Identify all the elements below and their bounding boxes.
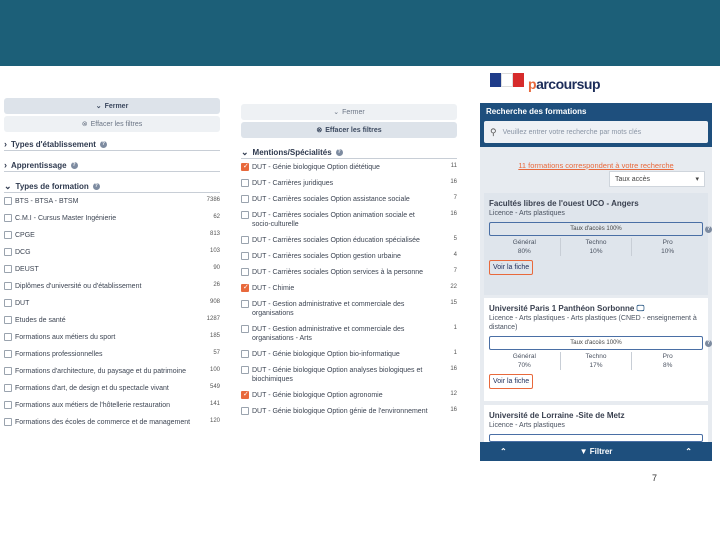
bottom-toolbar — [480, 442, 712, 461]
filter-option-label: Formations d'art, de design et du spectacle vivant — [15, 385, 169, 392]
access-rate-bar — [489, 434, 703, 442]
result-card[interactable]: Facultés libres de l'ouest UCO - Angers Licence - Arts plastiques Taux d'accès 100% ? Général 80% Techno 10% Pro 10% Voir la fiche — [484, 193, 708, 295]
checkbox[interactable] — [4, 197, 12, 205]
checkbox[interactable] — [241, 163, 249, 171]
filter-option-label: DUT - Carrières sociales Option éducation spécialisée — [252, 237, 420, 244]
checkbox[interactable] — [241, 195, 249, 203]
filter-option[interactable] — [4, 197, 220, 206]
filter-option-label: DUT - Carrières sociales Option gestion urbaine — [252, 253, 401, 260]
filter-option[interactable] — [241, 252, 457, 261]
filter-option[interactable] — [241, 211, 457, 229]
filter-option-count: 11 — [450, 163, 457, 169]
filter-option-label: DUT - Génie biologique Option analyses biologiques et biochimiques — [252, 367, 423, 383]
rate-pro: Pro 10% — [661, 239, 675, 255]
filter-option-count: 22 — [450, 284, 457, 290]
checkbox[interactable] — [4, 367, 12, 375]
filter-option-count: 813 — [209, 231, 220, 237]
search-results-panel — [480, 103, 712, 461]
filter-option-count: 100 — [209, 367, 220, 373]
checkbox[interactable] — [4, 384, 12, 392]
filter-option-count: 141 — [209, 401, 220, 407]
checkbox[interactable] — [241, 284, 249, 292]
chevron-right-icon: › — [4, 160, 7, 170]
filter-option-label: Formations des écoles de commerce et de management — [15, 419, 191, 426]
checkbox[interactable] — [241, 391, 249, 399]
filter-option-count: 103 — [209, 248, 220, 254]
clear-filters-button[interactable]: ⊗ Effacer les filtres — [4, 116, 220, 132]
filter-option-label: DUT - Gestion administrative et commerciale des organisations - Arts — [252, 326, 405, 342]
help-icon[interactable]: ? — [706, 226, 711, 232]
filter-option-count: 120 — [209, 418, 220, 424]
checkbox[interactable] — [241, 179, 249, 187]
filter-option-label: DUT - Génie biologique Option diététique — [252, 164, 380, 171]
sort-select[interactable]: Taux accès ▾ — [609, 171, 705, 187]
filter-option-count: 16 — [450, 407, 457, 413]
filter-option-count: 7 — [453, 268, 457, 274]
clear-icon: ⊗ — [316, 127, 323, 134]
filter-option-label: DUT - Génie biologique Option génie de l'environnement — [252, 408, 428, 415]
checkbox[interactable] — [4, 401, 12, 409]
checkbox[interactable] — [4, 282, 12, 290]
filter-option-label: DUT - Carrières sociales Option assistance sociale — [252, 196, 410, 203]
filter-option-count: 15 — [450, 300, 457, 306]
filter-option[interactable] — [4, 333, 220, 342]
close-filters-button[interactable]: ⌄ Fermer — [4, 98, 220, 114]
filter-option[interactable] — [241, 350, 457, 359]
checkbox[interactable] — [4, 231, 12, 239]
checkbox[interactable] — [241, 211, 249, 219]
section-mentions[interactable]: ⌄ Mentions/Spécialités ? — [241, 146, 457, 159]
checkbox[interactable] — [241, 350, 249, 358]
filter-option-label: DEUST — [15, 266, 39, 273]
filter-option[interactable] — [4, 401, 220, 410]
filter-option-label: DUT - Carrières sociales Option animation sociale et socio-culturelle — [252, 212, 415, 228]
checkbox[interactable] — [241, 300, 249, 308]
chevron-down-icon: ⌄ — [241, 146, 249, 157]
page-number: 7 — [652, 473, 658, 483]
computer-icon: 🖵 — [636, 304, 645, 313]
checkbox[interactable] — [241, 325, 249, 333]
filter-option[interactable] — [4, 418, 220, 427]
section-types-formation[interactable]: ⌄ Types de formation ? — [4, 180, 220, 193]
filter-button[interactable]: ▼ Filtrer — [579, 447, 613, 456]
filter-option-count: 16 — [450, 366, 457, 372]
filter-option-count: 16 — [450, 211, 457, 217]
filter-option[interactable] — [241, 325, 457, 343]
section-etablissement[interactable]: › Types d'établissement ? — [4, 138, 220, 151]
filter-option-label: DUT - Génie biologique Option agronomie — [252, 392, 383, 399]
filter-option-label: DUT - Carrières sociales Option services à la personne — [252, 269, 424, 276]
filter-option[interactable] — [241, 179, 457, 188]
filter-option-count: 57 — [213, 350, 220, 356]
result-card[interactable]: Université de Lorraine -Site de Metz Licence - Arts plastiques — [484, 405, 708, 461]
checkbox[interactable] — [241, 268, 249, 276]
filter-option-count: 1 — [453, 350, 457, 356]
top-banner — [0, 0, 720, 66]
access-rate-bar: Taux d'accès 100% ? — [489, 336, 703, 350]
search-input[interactable]: ⚲ Veuillez entrer votre recherche par mots clés — [484, 121, 708, 143]
checkbox[interactable] — [4, 418, 12, 426]
filter-option-count: 26 — [213, 282, 220, 288]
rate-techno: Techno 10% — [561, 238, 633, 256]
filter-option-count: 1 — [453, 325, 457, 331]
filter-option-label: Formations d'architecture, du paysage et du patrimoine — [15, 368, 186, 375]
filter-option[interactable] — [4, 231, 220, 240]
filter-option-count: 90 — [213, 265, 220, 271]
section-apprentissage[interactable]: › Apprentissage ? — [4, 159, 220, 172]
rate-pro: Pro 8% — [662, 353, 673, 369]
chevron-right-icon: › — [4, 139, 7, 149]
help-icon[interactable]: ? — [706, 340, 711, 346]
filter-option-count: 185 — [209, 333, 220, 339]
filter-option-label: CPGE — [15, 232, 35, 239]
access-rate-bar: Taux d'accès 100% ? — [489, 222, 703, 236]
filter-option[interactable] — [4, 248, 220, 257]
filter-option[interactable] — [241, 300, 457, 318]
chevron-up-icon[interactable]: ⌃ — [685, 447, 692, 456]
rate-general: Général 70% — [489, 352, 561, 370]
help-icon[interactable]: ? — [337, 148, 341, 155]
rate-techno: Techno 17% — [561, 352, 633, 370]
checkbox[interactable] — [4, 248, 12, 256]
filter-option-count: 7386 — [206, 197, 220, 203]
filter-option[interactable] — [241, 391, 457, 400]
search-header: Recherche des formations — [480, 103, 712, 120]
filter-option-label: DUT - Gestion administrative et commerciale des organisations — [252, 301, 405, 317]
filter-option[interactable] — [4, 316, 220, 325]
checkbox[interactable] — [4, 350, 12, 358]
search-icon: ⚲ — [490, 126, 497, 137]
filter-option-label: DUT - Carrières juridiques — [252, 180, 334, 187]
results-count-link[interactable]: 11 formations correspondent à votre recherche — [518, 161, 674, 170]
filter-option[interactable] — [4, 384, 220, 393]
filter-option-label: Formations aux métiers du sport — [15, 334, 116, 341]
filters-panel-mentions — [241, 102, 457, 416]
filter-option[interactable] — [4, 350, 220, 359]
filter-option-count: 7 — [453, 195, 457, 201]
help-icon[interactable]: ? — [72, 161, 76, 168]
checkbox[interactable] — [4, 265, 12, 273]
filter-option-label: C.M.I - Cursus Master Ingénierie — [15, 215, 117, 222]
filter-option-count: 5 — [453, 236, 457, 242]
checkbox[interactable] — [241, 252, 249, 260]
filter-option[interactable] — [241, 163, 457, 172]
view-details-button[interactable]: Voir la fiche — [489, 260, 533, 275]
result-card[interactable]: Université Paris 1 Panthéon Sorbonne 🖵 Licence - Arts plastiques - Arts plastiques (CNED - enseignement à distance) Taux d'accès 100% ? Général 70% Techno 17% Pro 8% Voir la fiche — [484, 298, 708, 401]
chevron-down-icon: ▾ — [695, 176, 699, 183]
filter-option[interactable] — [241, 366, 457, 384]
checkbox[interactable] — [241, 236, 249, 244]
rate-general: Général 80% — [489, 238, 561, 256]
filter-option[interactable] — [4, 214, 220, 223]
view-details-button[interactable]: Voir la fiche — [489, 374, 533, 389]
filter-option[interactable] — [241, 268, 457, 277]
filter-option-count: 62 — [213, 214, 220, 220]
filter-option-label: Formations aux métiers de l'hôtellerie restauration — [15, 402, 171, 409]
filter-icon: ▼ — [579, 447, 588, 456]
filter-option[interactable] — [241, 195, 457, 204]
filter-option-label: DUT — [15, 300, 30, 307]
filter-option[interactable] — [241, 236, 457, 245]
chevron-up-icon[interactable]: ⌃ — [500, 447, 507, 456]
filter-option[interactable] — [241, 407, 457, 416]
filter-option-label: DUT - Chimie — [252, 285, 295, 292]
filter-option[interactable] — [4, 367, 220, 376]
filter-option-label: Formations professionnelles — [15, 351, 103, 358]
filter-option[interactable] — [241, 284, 457, 293]
filter-option-label: DUT - Génie biologique Option bio-informatique — [252, 351, 400, 358]
checkbox[interactable] — [241, 407, 249, 415]
filter-option-label: Etudes de santé — [15, 317, 66, 324]
filters-panel-formation-types — [4, 98, 220, 427]
chevron-down-icon: ⌄ — [4, 180, 12, 191]
filter-option-label: Diplômes d'université ou d'établissement — [15, 283, 142, 290]
filter-option-count: 908 — [209, 299, 220, 305]
clear-filters-button[interactable]: ⊗ Effacer les filtres — [241, 122, 457, 138]
help-icon[interactable]: ? — [94, 182, 98, 189]
checkbox[interactable] — [4, 299, 12, 307]
checkbox[interactable] — [4, 333, 12, 341]
clear-icon: ⊗ — [81, 121, 88, 128]
filter-option-count: 12 — [450, 391, 457, 397]
checkbox[interactable] — [241, 366, 249, 374]
filter-option-label: BTS - BTSA - BTSM — [15, 198, 79, 205]
chevron-down-icon: ⌄ — [333, 109, 340, 116]
filter-option[interactable] — [4, 299, 220, 308]
filter-option[interactable] — [4, 265, 220, 274]
help-icon[interactable]: ? — [101, 140, 105, 147]
filter-option-label: DCG — [15, 249, 31, 256]
parcoursup-logo: parcoursup — [490, 73, 600, 95]
checkbox[interactable] — [4, 214, 12, 222]
checkbox[interactable] — [4, 316, 12, 324]
close-filters-button[interactable]: ⌄ Fermer — [241, 104, 457, 120]
filter-option-count: 4 — [453, 252, 457, 258]
filter-option-count: 549 — [209, 384, 220, 390]
filter-option[interactable] — [4, 282, 220, 291]
republique-francaise-logo — [490, 73, 524, 95]
filter-option-count: 16 — [450, 179, 457, 185]
filter-option-count: 1287 — [206, 316, 220, 322]
chevron-down-icon: ⌄ — [95, 103, 102, 110]
